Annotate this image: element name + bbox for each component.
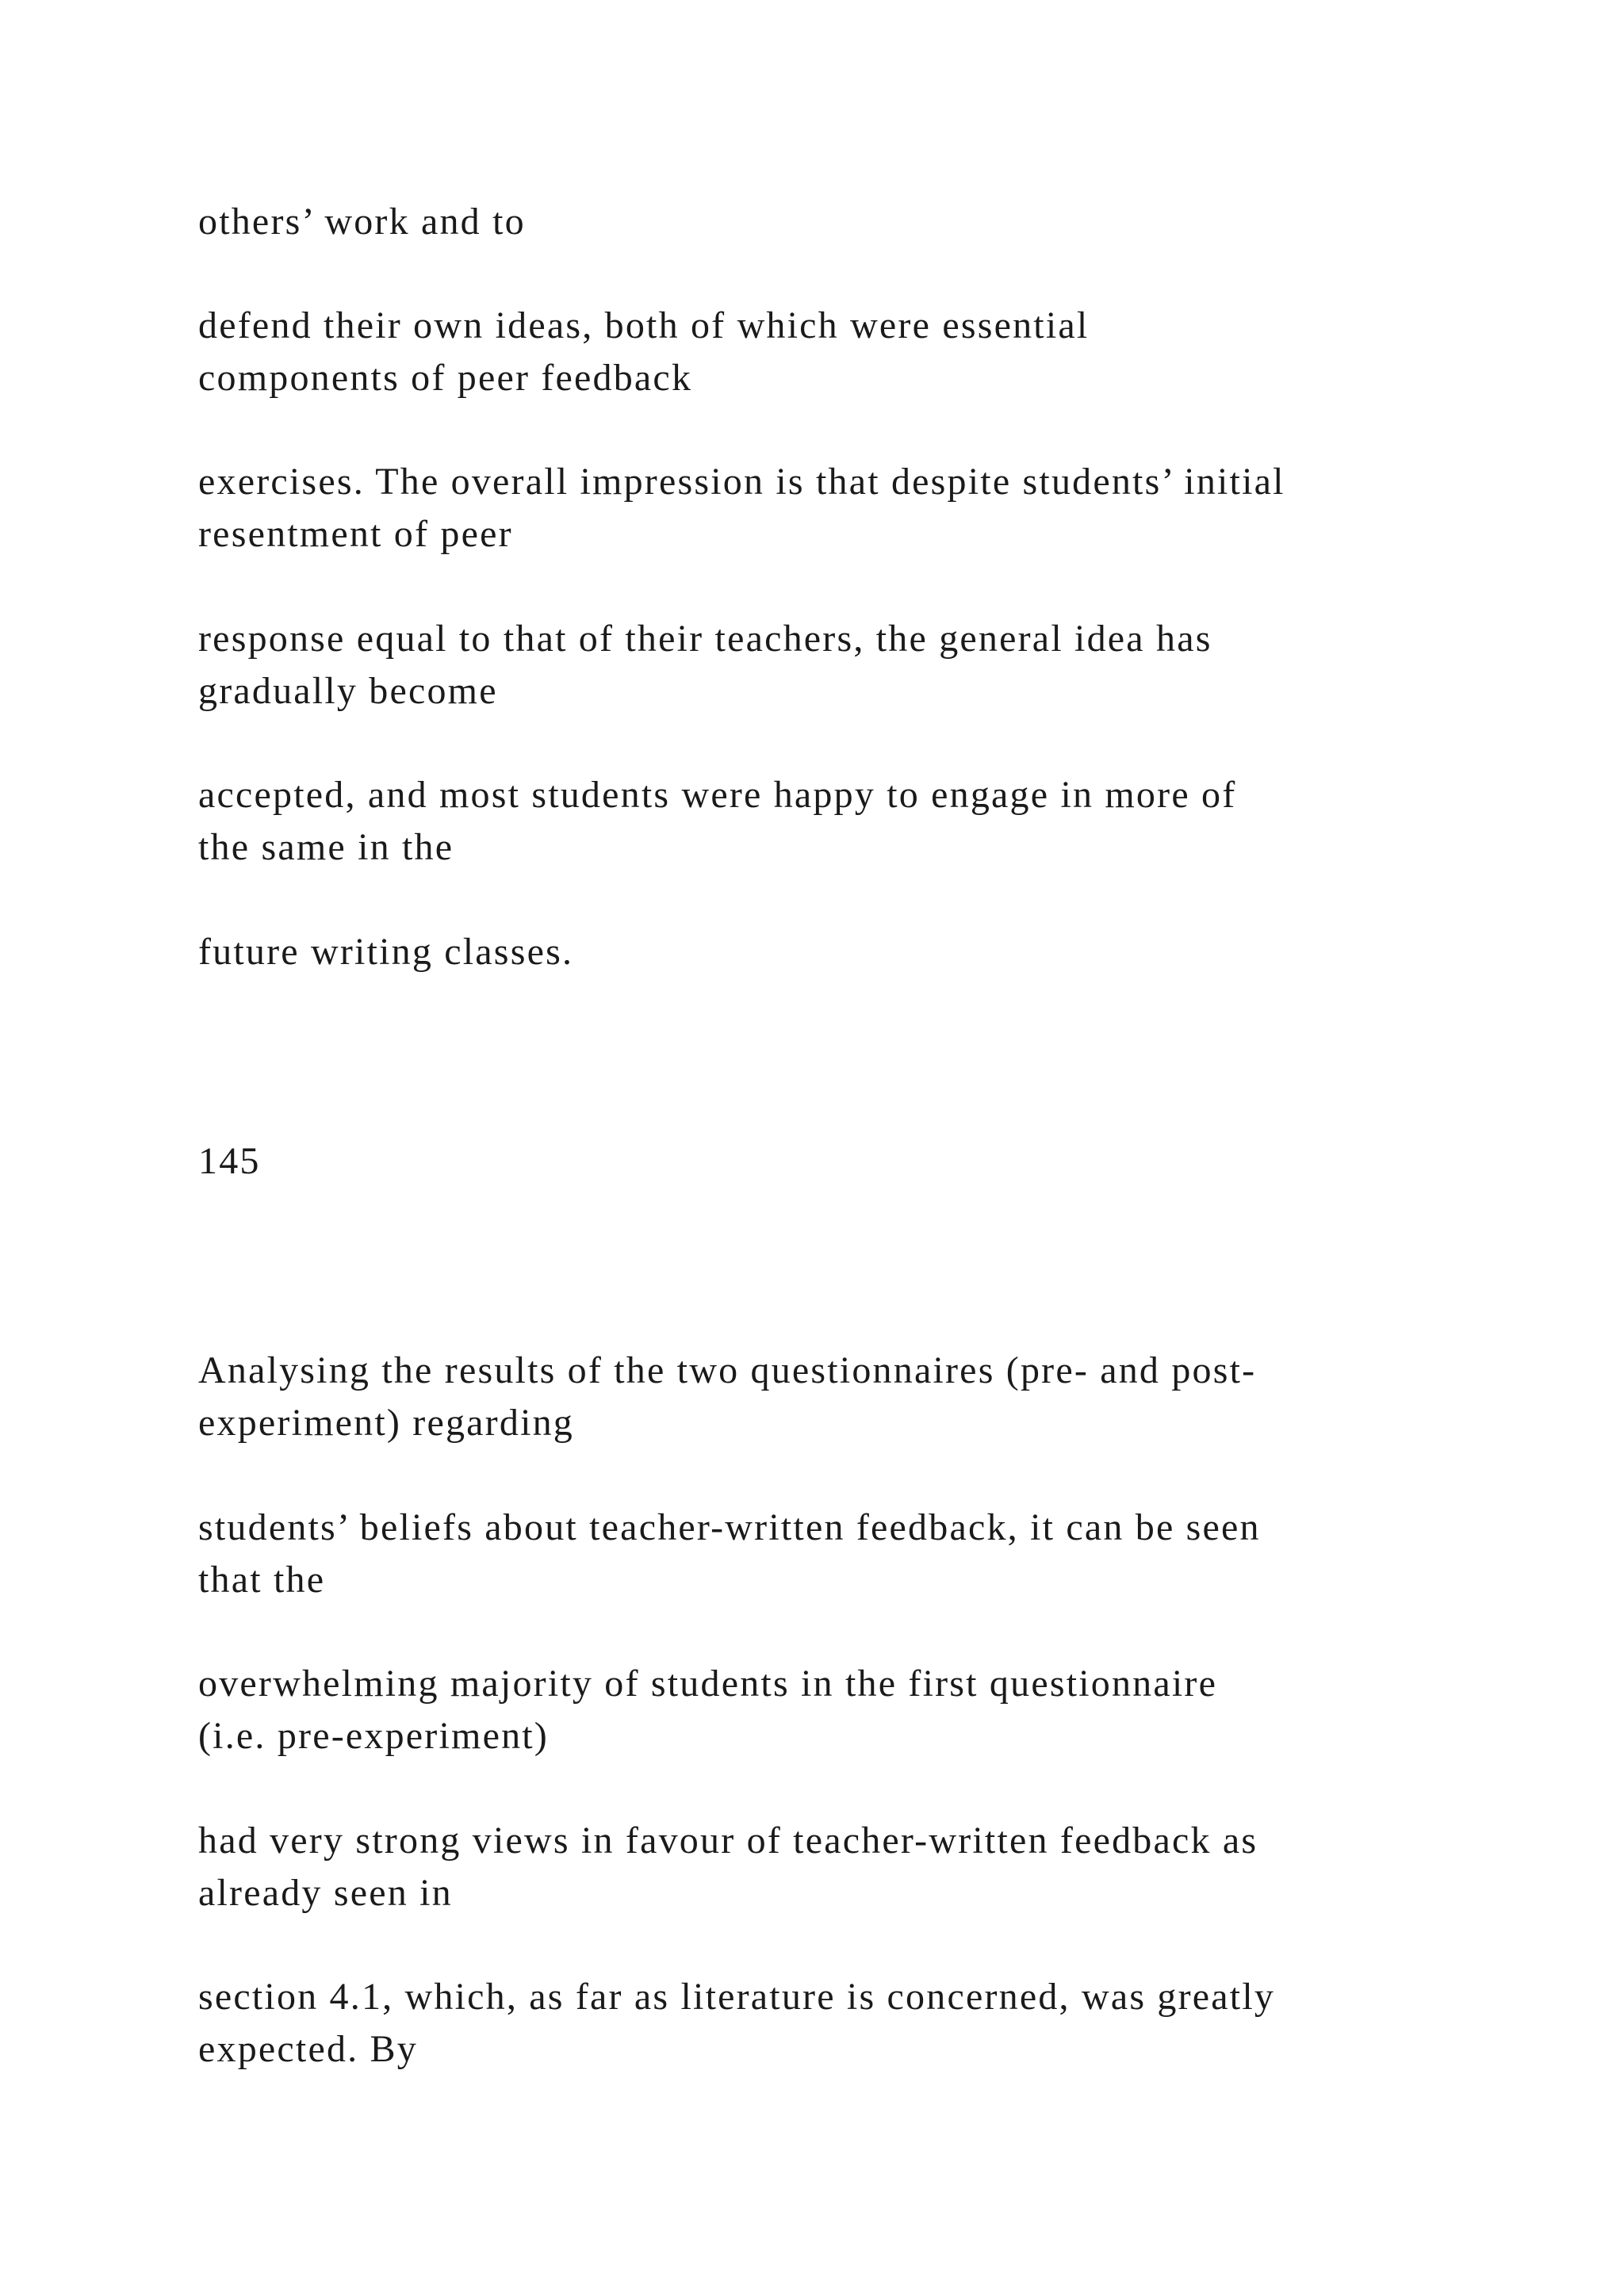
paragraph-5 — [198, 769, 1507, 874]
text-line: defend their own ideas, both of which were essential — [198, 304, 1090, 346]
paragraph-1 — [198, 196, 1507, 248]
text-line: the same in the — [198, 826, 454, 868]
text-line: that the — [198, 1559, 326, 1601]
text-line: resentment of peer — [198, 513, 513, 555]
paragraph-2 — [198, 300, 1507, 404]
text-line: expected. By — [198, 2028, 418, 2070]
text-line: response equal to that of their teachers, the general idea has — [198, 618, 1212, 660]
text-line: had very strong views in favour of teacher-written feedback as — [198, 1820, 1258, 1862]
text-line: components of peer feedback — [198, 357, 693, 399]
text-line: exercises. The overall impression is that despite students’ initial — [198, 461, 1285, 503]
paragraph-6 — [198, 926, 1507, 978]
paragraph-8 — [198, 1502, 1507, 1606]
paragraph-3 — [198, 456, 1507, 561]
text-line: experiment) regarding — [198, 1402, 575, 1444]
paragraph-9 — [198, 1658, 1507, 1762]
text-line: others’ work and to — [198, 201, 526, 243]
page-number-text: 145 — [198, 1140, 261, 1182]
paragraph-11 — [198, 1971, 1507, 2076]
text-line: gradually become — [198, 670, 498, 712]
page-number — [198, 1135, 1507, 1188]
paragraph-7 — [198, 1345, 1507, 1449]
paragraph-4 — [198, 613, 1507, 718]
paragraph-10 — [198, 1815, 1507, 1919]
text-line: students’ beliefs about teacher-written feedback, it can be seen — [198, 1506, 1261, 1548]
text-line: section 4.1, which, as far as literature is concerned, was greatly — [198, 1976, 1276, 2018]
text-line: Analysing the results of the two questionnaires (pre- and post- — [198, 1349, 1257, 1391]
text-line: accepted, and most students were happy to engage in more of — [198, 774, 1237, 816]
text-line: future writing classes. — [198, 931, 574, 973]
text-line: (i.e. pre-experiment) — [198, 1715, 549, 1757]
text-line: overwhelming majority of students in the first questionnaire — [198, 1663, 1218, 1705]
text-line: already seen in — [198, 1872, 453, 1914]
